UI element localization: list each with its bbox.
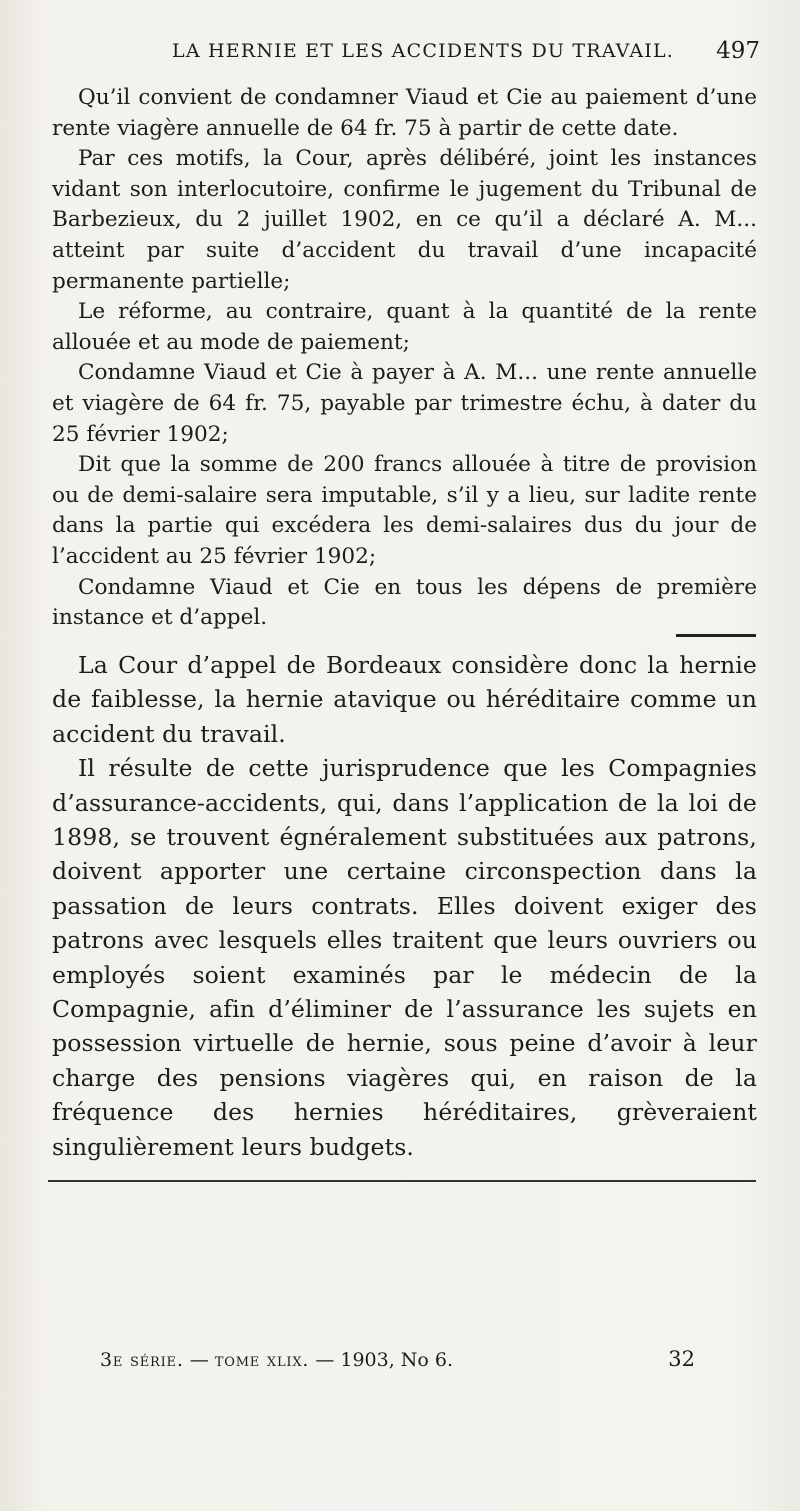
series-label: 3e série. — [100, 1349, 184, 1371]
footer-separator: — — [315, 1349, 335, 1371]
year-issue: 1903, No 6. — [340, 1349, 454, 1371]
running-title: LA HERNIE ET LES ACCIDENTS DU TRAVAIL. — [172, 40, 674, 62]
footnote-separator-rule — [48, 1180, 756, 1182]
body-paragraph: La Cour d’appel de Bordeaux considère donc la hernie de faiblesse, la hernie atavique ou héréditaire comme un accident du travail. — [52, 651, 757, 748]
quote-paragraph: Par ces motifs, la Cour, après délibéré, joint les instances vidant son interlocutoire, confirme le jugement du Tribunal de Barbezieux, du 2 juillet 1902, en ce qu’il a déclaré A. M... atteint par suite d’accident du travail d’une incapacité permanente partielle; — [52, 146, 757, 294]
footer-separator: — — [189, 1349, 209, 1371]
quote-paragraph: Dit que la somme de 200 francs allouée à titre de provision ou de demi-salaire sera imputable, s’il y a lieu, sur ladite rente dans la partie qui excédera les demi-salaires dus du jour de l’accident au 25 février 1902; — [52, 452, 757, 569]
quote-paragraph: Condamne Viaud et Cie en tous les dépens de première instance et d’appel. — [52, 574, 757, 631]
end-of-quote-rule — [676, 634, 756, 637]
court-decision-quote — [52, 83, 757, 634]
printer-signature: 32 — [668, 1347, 695, 1371]
body-paragraph: Il résulte de cette jurisprudence que les Compagnies d’assurance-accidents, qui, dans l’application de la loi de 1898, se trouvent égnéralement substituées aux patrons, doivent apporter une certaine circonspection dans la passation de leurs contrats. Elles doivent exiger des patrons avec lesquels elles traitent que leurs ouvriers ou employés soient examinés par le médecin de la Compagnie, afin d’éliminer de l’assurance les sujets en possession virtuelle de hernie, sous peine d’avoir à leur charge des pensions viagères qui, en raison de la fréquence des hernies héréditaires, grèveraient singulièrement leurs budgets. — [52, 754, 757, 1161]
tome-label: tome xlix. — [214, 1349, 310, 1371]
quote-paragraph: Condamne Viaud et Cie à payer à A. M... une rente annuelle et viagère de 64 fr. 75, payable par trimestre échu, à dater du 25 février 1902; — [52, 360, 757, 447]
main-text — [52, 648, 757, 1164]
page-footer — [100, 1347, 695, 1375]
quote-paragraph: Qu’il convient de condamner Viaud et Cie au paiement d’une rente viagère annuelle de 64 fr. 75 à partir de cette date. — [52, 85, 757, 141]
page-header — [150, 38, 760, 68]
signature-line — [100, 1349, 453, 1371]
quote-paragraph: Le réforme, au contraire, quant à la quantité de la rente allouée et au mode de paiement; — [52, 299, 757, 355]
page-number: 497 — [716, 38, 760, 64]
